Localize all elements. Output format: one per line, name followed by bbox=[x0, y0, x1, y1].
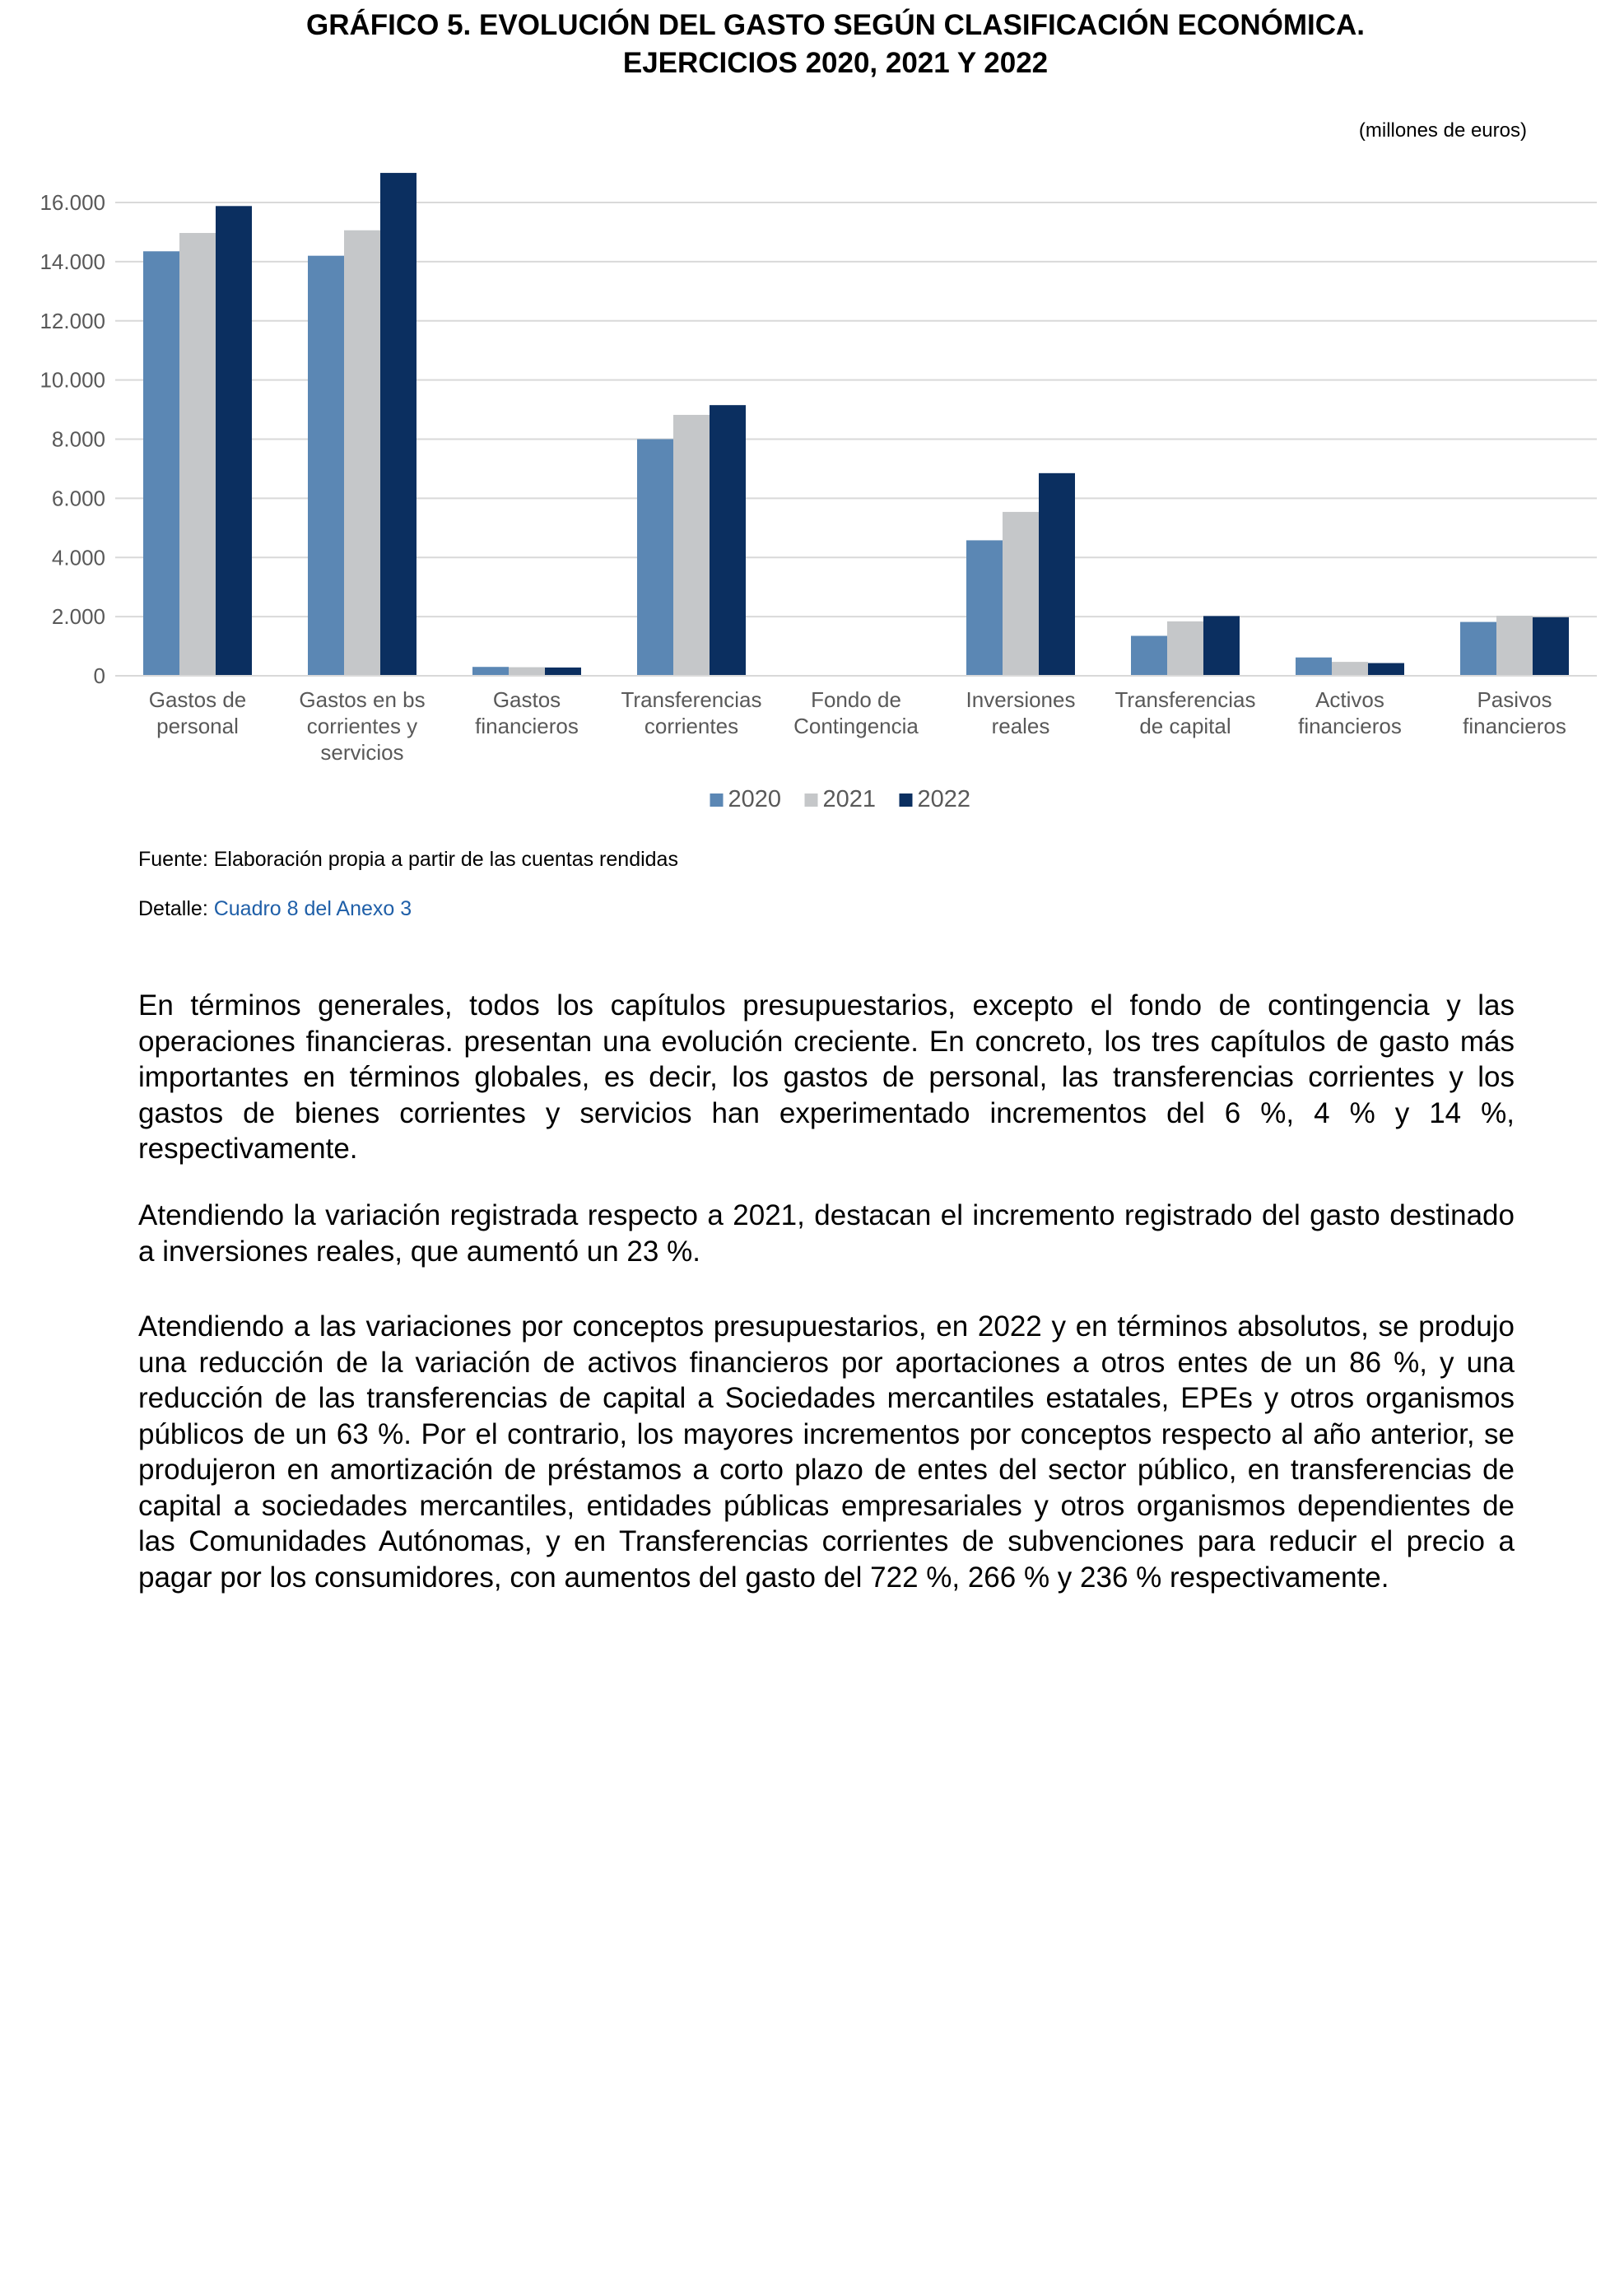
chart-title bbox=[0, 7, 1624, 82]
legend-label: 2021 bbox=[822, 786, 877, 812]
legend-label: 2020 bbox=[728, 786, 782, 812]
bar-2022 bbox=[1533, 617, 1569, 676]
detail-note bbox=[138, 897, 412, 921]
legend-swatch bbox=[900, 793, 913, 807]
paragraph-3: Atendiendo a las variaciones por conceptos presupuestarios, en 2022 y en términos absolutos, se produjo una reducción de la variación de activos financieros por aportaciones a otros entes de un 86 %, y una reducción de las transferencias de capital a Sociedades mercantiles estatales, EPEs y otros organismos públicos de un 63 %. Por el contrario, los mayores incrementos por conceptos respecto al año anterior, se produjeron en amortización de préstamos a corto plazo de entes del sector público, en transferencias de capital a sociedades mercantiles, entidades públicas empresariales y otros organismos dependientes de las Comunidades Autónomas, y en Transferencias corrientes de subvenciones para reducir el precio a pagar por los consumidores, con aumentos del gasto del 722 %, 266 % y 236 % respectivamente. bbox=[138, 1310, 1515, 1594]
bar-2021 bbox=[344, 230, 380, 676]
y-tick-label: 0 bbox=[93, 663, 105, 688]
detail-link[interactable]: Cuadro 8 del Anexo 3 bbox=[213, 897, 412, 920]
bar-2022 bbox=[710, 405, 746, 676]
y-tick-label: 8.000 bbox=[51, 426, 105, 452]
units-label: (millones de euros) bbox=[1358, 119, 1527, 142]
bar-2021 bbox=[179, 233, 216, 676]
paragraph-2: Atendiendo la variación registrada respecto a 2021, destacan el incremento registrado del gasto destinado a inversiones reales, que aumentó un 23 %. bbox=[138, 1199, 1515, 1268]
bar-2022 bbox=[1203, 616, 1240, 676]
x-tick-label: corrientes bbox=[644, 714, 739, 738]
bar-2021 bbox=[1496, 616, 1533, 676]
x-tick-label: servicios bbox=[320, 740, 404, 765]
x-tick-label: financieros bbox=[1298, 714, 1402, 738]
bar-2021 bbox=[1332, 662, 1368, 676]
x-tick-label: Inversiones bbox=[966, 687, 1076, 712]
x-tick-label: personal bbox=[156, 714, 239, 738]
x-tick-label: reales bbox=[991, 714, 1050, 738]
bar-2021 bbox=[1167, 621, 1203, 676]
y-tick-label: 14.000 bbox=[40, 249, 105, 274]
bar-2022 bbox=[380, 173, 416, 676]
bar-2020 bbox=[143, 251, 179, 676]
bar-2022 bbox=[1039, 473, 1075, 676]
x-tick-label: financieros bbox=[1463, 714, 1566, 738]
x-tick-label: Contingencia bbox=[793, 714, 919, 738]
x-tick-label: Activos bbox=[1315, 687, 1384, 712]
bar-2022 bbox=[216, 206, 252, 676]
x-tick-label: Fondo de bbox=[811, 687, 901, 712]
bar-2020 bbox=[1460, 622, 1496, 676]
x-tick-label: Transferencias bbox=[1114, 687, 1256, 712]
x-tick-label: Pasivos bbox=[1477, 687, 1552, 712]
y-tick-label: 6.000 bbox=[51, 486, 105, 511]
x-tick-label: Gastos de bbox=[148, 687, 247, 712]
y-tick-label: 2.000 bbox=[51, 604, 105, 630]
paragraph-1: En términos generales, todos los capítulos presupuestarios, excepto el fondo de contingencia y las operaciones financieras. presentan una evolución creciente. En concreto, los tres capítulos de gasto más importantes en términos globales, es decir, los gastos de personal, las transferencias corrientes y los gastos de bienes corrientes y servicios han experimentado incrementos del 6 %, 4 % y 14 %, respectivamente. bbox=[138, 989, 1515, 1165]
legend-label: 2022 bbox=[917, 786, 971, 812]
bar-2021 bbox=[509, 668, 545, 676]
legend-swatch bbox=[710, 793, 724, 807]
bar-2020 bbox=[1296, 658, 1332, 676]
bar-2020 bbox=[966, 540, 1003, 676]
x-tick-label: financieros bbox=[475, 714, 579, 738]
bar-2020 bbox=[637, 440, 673, 677]
y-tick-label: 10.000 bbox=[40, 367, 105, 393]
x-tick-label: Gastos en bs bbox=[299, 687, 426, 712]
bar-2020 bbox=[308, 256, 344, 676]
chart-title-line-1: GRÁFICO 5. EVOLUCIÓN DEL GASTO SEGÚN CLASIFICACIÓN ECONÓMICA. bbox=[305, 9, 1365, 41]
bar-2021 bbox=[673, 415, 710, 676]
bar-chart bbox=[0, 148, 1624, 840]
bar-2022 bbox=[1368, 663, 1404, 676]
y-tick-label: 16.000 bbox=[40, 190, 105, 215]
bar-2021 bbox=[1003, 512, 1039, 676]
x-tick-label: corrientes y bbox=[306, 714, 418, 738]
legend-swatch bbox=[805, 793, 818, 807]
detail-label: Detalle: bbox=[138, 897, 214, 920]
x-tick-label: Transferencias bbox=[621, 687, 762, 712]
x-tick-label: Gastos bbox=[492, 687, 561, 712]
chart-title-line-2: EJERCICIOS 2020, 2021 Y 2022 bbox=[622, 47, 1049, 79]
source-note: Fuente: Elaboración propia a partir de las cuentas rendidas bbox=[138, 848, 678, 871]
y-tick-label: 12.000 bbox=[40, 308, 105, 333]
x-tick-label: de capital bbox=[1139, 714, 1231, 738]
bar-2020 bbox=[1131, 635, 1167, 676]
y-tick-label: 4.000 bbox=[51, 545, 105, 570]
bar-2020 bbox=[472, 667, 509, 676]
bar-2022 bbox=[545, 668, 581, 676]
